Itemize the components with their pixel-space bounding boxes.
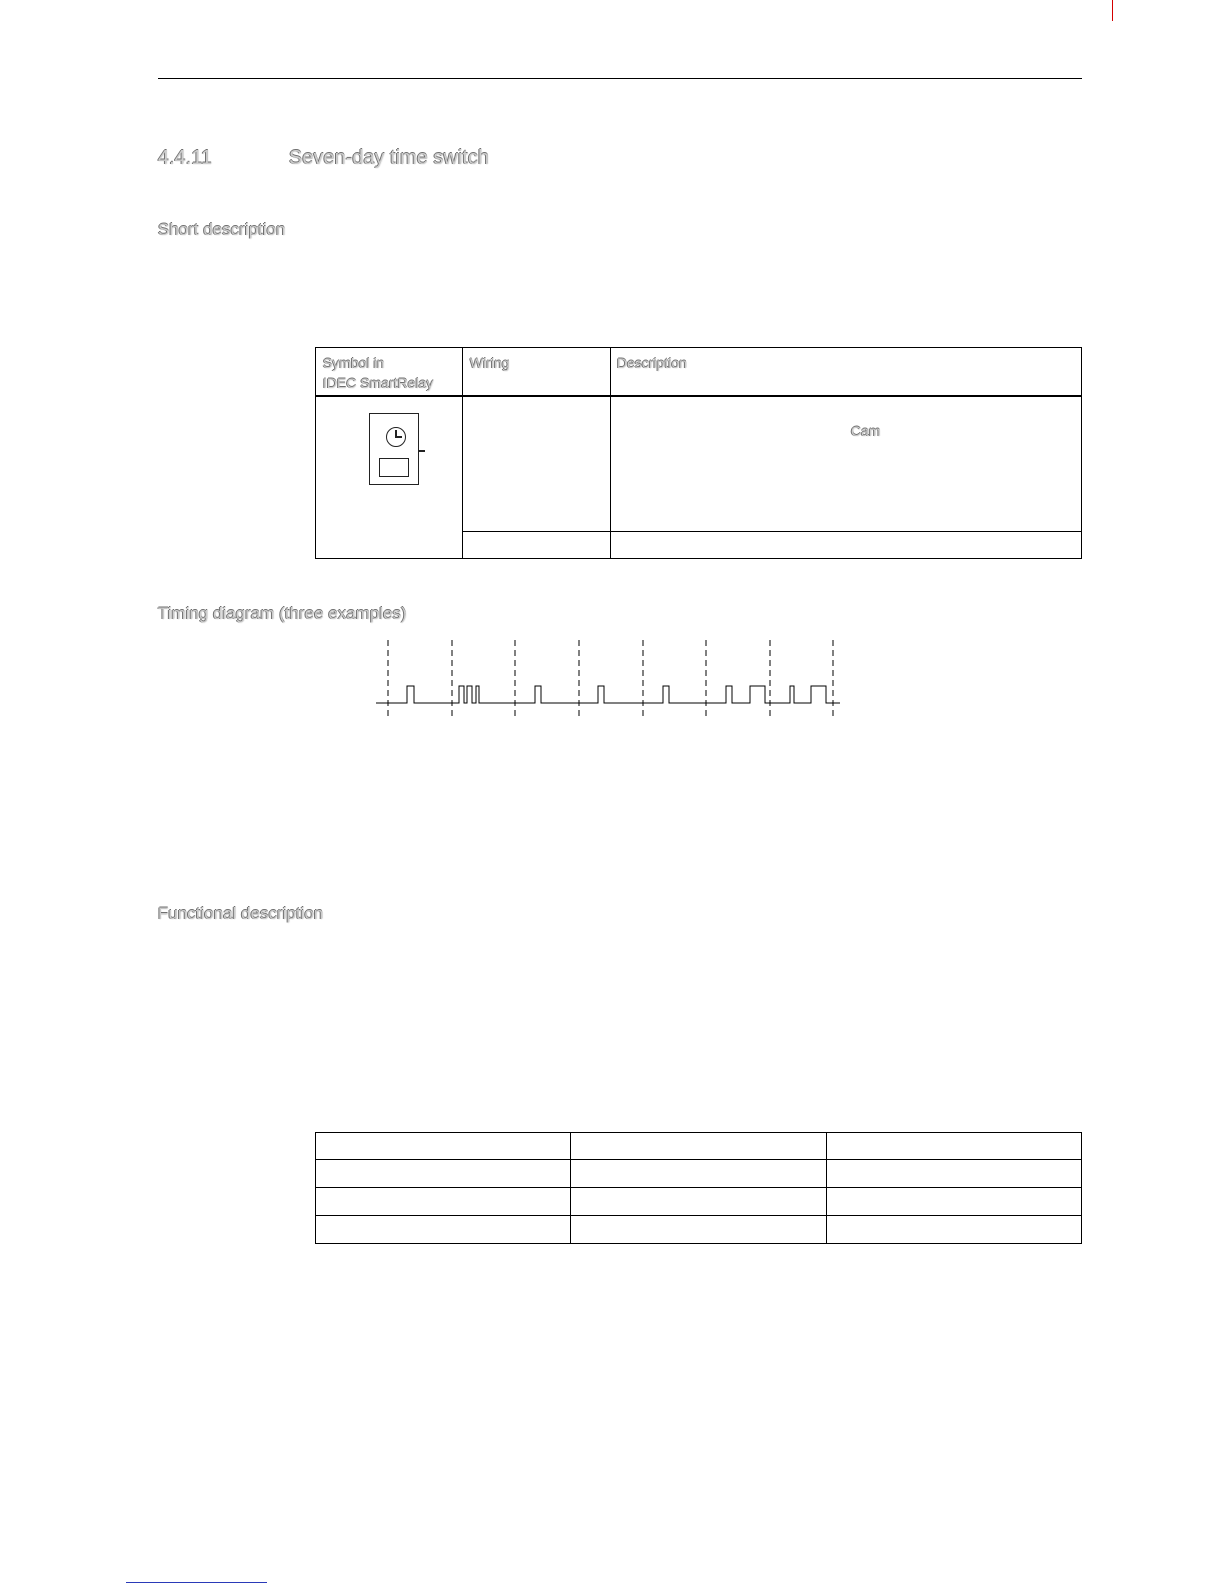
header-wiring: Wiring <box>470 355 510 371</box>
table-divider <box>570 1132 571 1244</box>
timing-diagram <box>0 0 1224 760</box>
row-separator <box>315 1187 1082 1188</box>
header-symbol-line1: Symbol in <box>323 355 385 371</box>
footer-link-underline[interactable] <box>126 1582 267 1583</box>
table-divider <box>826 1132 827 1244</box>
parameter-table-border <box>315 1132 1082 1244</box>
timing-diagram-heading: Timing diagram (three examples) <box>158 604 407 623</box>
parameter-table <box>315 1132 1082 1244</box>
cam-label: Cam <box>851 423 881 439</box>
section-number: 4.4.11 <box>158 147 213 169</box>
header-description: Description <box>617 355 688 371</box>
section-title: Seven-day time switch <box>289 147 490 169</box>
row-separator <box>315 1215 1082 1216</box>
row-separator <box>315 1159 1082 1160</box>
short-description-heading: Short description <box>158 220 286 239</box>
functional-description-heading: Functional description <box>158 904 324 923</box>
day-boundaries <box>388 640 833 718</box>
header-symbol-line2: IDEC SmartRelay <box>323 375 434 391</box>
